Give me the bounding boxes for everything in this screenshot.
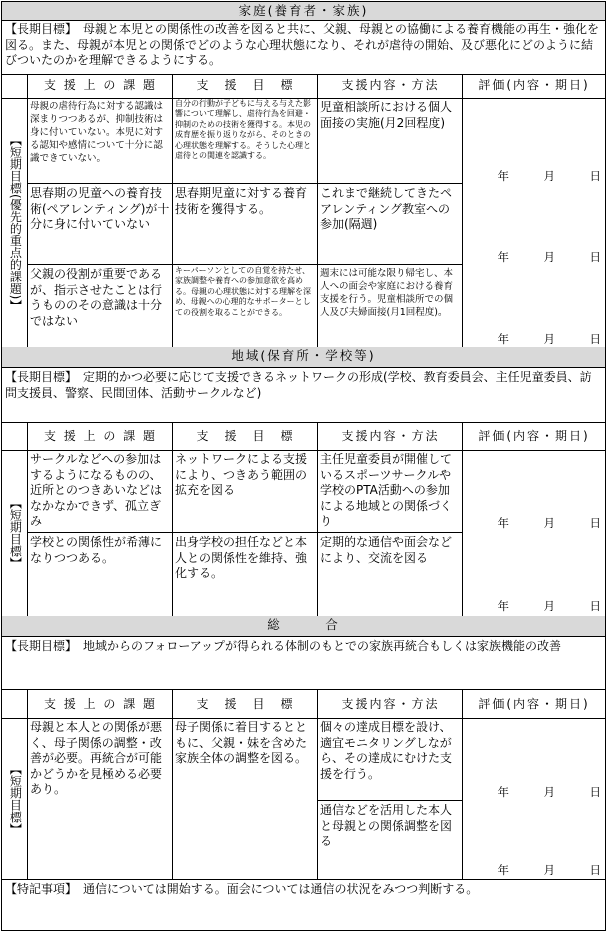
header-goals: 支 援 目 標 [172,74,318,99]
header-evaluation: 評価(内容・期日) [462,422,606,451]
header-blank-cell [1,74,28,99]
family-row2-goal: 思春期児童に対する養育技術を獲得する。 [172,183,318,265]
date-label: 年 月 日 [497,169,601,183]
long-term-goal-overall: 【長期目標】 地域からのフォローアップが得られる体制のもとでの家族再統合もしくは家族機能の改善 [1,637,606,690]
family-row2-evaluation [462,183,606,265]
date-label: 年 月 日 [497,250,601,264]
header-methods: 支援内容・方法 [317,422,463,451]
header-issues: 支 援 上 の 課 題 [27,689,173,719]
family-row1-goal: 自分の行動が子どもに与える与えた影響について理解し、虐待行為を回避・抑制のための技術を獲得する。本児の成育歴を振り返りながら、そのときの心理状態を理解する。そうした心理と虐待との関連を認識する。 [172,98,318,184]
section-title-family: 家庭(養育者・家族) [1,1,606,21]
header-blank-cell [1,689,28,719]
header-evaluation: 評価(内容・期日) [462,689,606,719]
community-row1-issue: サークルなどへの参加はするようになるものの、近所とのつきあいなどはなかなかできず、孤立ぎみ [27,450,173,533]
short-term-goal-label-text: 【短期目標(優先的重点的課題)】 [8,133,23,312]
short-term-goal-label-family [1,98,28,348]
overall-row2-issue [27,800,173,880]
special-notes: 【特記事項】 通信については開始する。面会については通信の状況をみつつ判断する。 [1,879,606,931]
header-issues: 支 援 上 の 課 題 [27,74,173,99]
overall-row1-issue: 母親と本人との関係が悪く、母子関係の調整・改善が必要。再統合が可能かどうかを見極める必要あり。 [27,718,173,801]
short-term-goal-label-text: 【短期目標】 [8,497,23,569]
family-row3-evaluation [462,264,606,348]
date-label: 年 月 日 [497,599,601,613]
overall-row2-evaluation [462,800,606,880]
date-label: 年 月 日 [497,785,601,799]
overall-row1-goal: 母子関係に着目するとともに、父親・妹を含めた家族全体の調整を図る。 [172,718,318,801]
family-row3-issue: 父親の役割が重要であるが、指示させたことは行うもののその意識は十分ではない [27,264,173,348]
family-row2-issue: 思春期の児童への養育技術(ペアレンティング)が十分に身に付いていない [27,183,173,265]
short-term-goal-label-overall [1,718,28,880]
header-evaluation: 評価(内容・期日) [462,74,606,99]
header-methods: 支援内容・方法 [317,689,463,719]
short-term-goal-label-text: 【短期目標】 [8,762,23,835]
overall-row2-goal [172,800,318,880]
family-row3-method: 週末には可能な限り帰宅し、本人への面会や家庭における養育支援を行う。児童相談所での個人及び夫婦面接(月1回程度)。 [317,264,463,348]
date-label: 年 月 日 [497,863,601,877]
header-methods: 支援内容・方法 [317,74,463,99]
overall-row1-evaluation [462,718,606,801]
community-row1-goal: ネットワークによる支援により、つきあう範囲の拡充を図る [172,450,318,533]
section-title-overall: 総 合 [1,616,606,637]
family-row1-method: 児童相談所における個人面接の実施(月2回程度) [317,98,463,184]
community-row2-issue: 学校との関係性が希薄になりつつある。 [27,532,173,617]
community-row2-method: 定期的な通信や面会などにより、交流を図る [317,532,463,617]
header-issues: 支 援 上 の 課 題 [27,422,173,451]
community-row1-method: 主任児童委員が開催しているスポーツサークルや学校のPTA活動への参加による地域との関係づくり [317,450,463,533]
long-term-goal-community: 【長期目標】 定期的かつ必要に応じて支援できるネットワークの形成(学校、教育委員会、主任児童委員、訪問支援員、警察、民間団体、活動サークルなど) [1,368,606,423]
family-row3-goal: キーパーソンとしての自覚を持たせ、家族調整や養育への参加意欲を高める。母親の心理状態に対する理解を深め、母親への心理的なサポーターとしての役割を取ることができる。 [172,264,318,348]
date-label: 年 月 日 [497,332,601,346]
header-goals: 支 援 目 標 [172,422,318,451]
community-row2-evaluation [462,532,606,617]
overall-row1-method: 個々の達成目標を設け、適宜モニタリングしながら、その達成にむけた支援を行う。 [317,718,463,801]
family-row1-evaluation [462,98,606,184]
community-row2-goal: 出身学校の担任などと本人との関係性を維持、強化する。 [172,532,318,617]
header-goals: 支 援 目 標 [172,689,318,719]
overall-row2-method: 通信などを活用した本人と母親との関係調整を図る [317,800,463,880]
community-row1-evaluation [462,450,606,533]
family-row2-method: これまで継続してきたペアレンティング教室への参加(隔週) [317,183,463,265]
family-row1-issue: 母親の虐待行為に対する認識は深まりつつあるが、抑制技術は身に付いていない。本児に対する認知や感情について十分に認識できていない。 [27,98,173,184]
header-blank-cell [1,422,28,451]
date-label: 年 月 日 [497,516,601,530]
section-title-community: 地域(保育所・学校等) [1,347,606,368]
short-term-goal-label-community [1,450,28,617]
long-term-goal-family: 【長期目標】 母親と本児との関係性の改善を図ると共に、父親、母親との協働による養育機能の再生・強化を図る。また、母親が本児との関係でどのような心理状態になり、それが虐待の開始、及び悪化にどのように結びついたのかを理解できるようにする。 [1,20,606,75]
